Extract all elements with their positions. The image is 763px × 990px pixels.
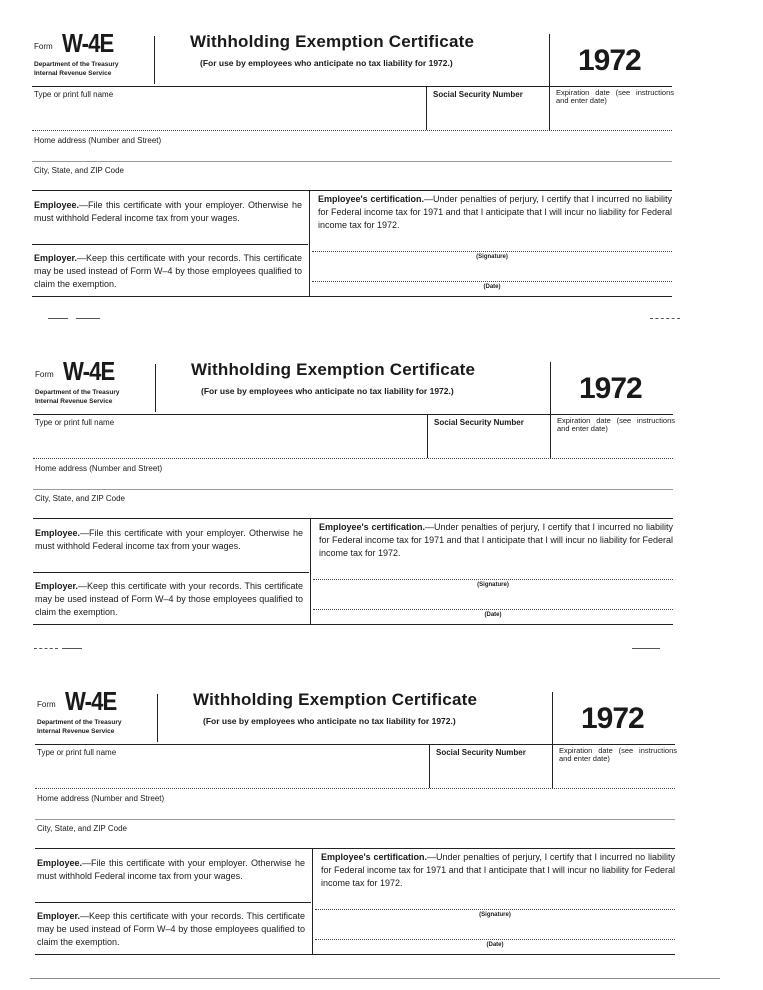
w4e-form-copy-2 (1, 328, 763, 628)
employer-heading: Employer. (35, 581, 79, 591)
employer-text: —Keep this certificate with your records. This certificate may be used instead of Form W–4 by those employees qualified to claim the exemption. (35, 581, 303, 617)
address-input[interactable] (37, 804, 673, 818)
expiration-label: Expiration date (see instructions and enter date) (559, 746, 677, 763)
cut-mark (34, 648, 58, 649)
form-number: W-4E (63, 356, 115, 386)
address-rule (35, 819, 675, 820)
ssn-input[interactable] (431, 430, 546, 456)
signature-line (315, 909, 675, 910)
employer-text: —Keep this certificate with your records. This certificate may be used instead of Form W–4 by those employees qualified to claim the exemption. (34, 253, 302, 289)
address-input[interactable] (35, 474, 671, 488)
employer-instruction (34, 252, 302, 291)
name-input[interactable] (35, 430, 425, 456)
dept-line-2: Internal Revenue Service (35, 398, 113, 405)
name-label: Type or print full name (35, 418, 115, 427)
address-label: Home address (Number and Street) (34, 136, 162, 145)
header-divider-right (549, 34, 550, 130)
ssn-label: Social Security Number (433, 90, 523, 99)
tax-year: 1972 (581, 702, 644, 735)
certification-text: —Under penalties of perjury, I certify that I incurred no liability for Federal income tax for 1971 and that I anticipate that I will incur no liability for Federal income tax for 1972. (318, 194, 672, 230)
employee-instruction (35, 527, 303, 553)
city-input[interactable] (34, 176, 670, 188)
form-subtitle: (For use by employees who anticipate no tax liability for 1972.) (200, 58, 453, 68)
certification-divider (312, 848, 313, 954)
date-label: (Date) (483, 284, 501, 290)
city-label: City, State, and ZIP Code (35, 494, 125, 503)
employer-instruction (35, 580, 303, 619)
instruction-divider (32, 244, 308, 245)
signature-label: (Signature) (477, 582, 509, 588)
certification-heading: Employee's certification. (319, 522, 425, 532)
form-subtitle: (For use by employees who anticipate no tax liability for 1972.) (201, 386, 454, 396)
signature-input[interactable] (315, 894, 675, 908)
city-input[interactable] (37, 834, 673, 846)
employer-instruction (37, 910, 305, 949)
address-rule (33, 489, 673, 490)
date-input[interactable] (315, 924, 675, 938)
page-bottom-rule (30, 978, 720, 979)
dept-line-1: Department of the Treasury (35, 389, 120, 396)
name-label: Type or print full name (37, 748, 117, 757)
tax-year: 1972 (579, 372, 642, 405)
date-line (312, 281, 672, 282)
employee-heading: Employee. (37, 858, 83, 868)
date-line (315, 939, 675, 940)
form-title: Withholding Exemption Certificate (193, 690, 478, 709)
form-bottom-rule (35, 954, 675, 955)
form-word: Form (34, 42, 53, 51)
form-word: Form (35, 370, 54, 379)
form-title: Withholding Exemption Certificate (190, 32, 475, 51)
date-label: (Date) (484, 612, 502, 618)
agency-block (34, 60, 119, 78)
signature-label: (Signature) (479, 912, 511, 918)
certification-text: —Under penalties of perjury, I certify that I incurred no liability for Federal income tax for 1971 and that I anticipate that I will incur no liability for Federal income tax for 1972. (321, 852, 675, 888)
ssn-label: Social Security Number (434, 418, 524, 427)
expiration-input[interactable] (555, 766, 675, 786)
dept-line-2: Internal Revenue Service (37, 728, 115, 735)
ssn-divider (429, 744, 430, 788)
city-rule (33, 518, 673, 519)
expiration-label: Expiration date (see instructions and enter date) (556, 88, 674, 105)
signature-input[interactable] (312, 236, 672, 250)
agency-block (35, 388, 120, 406)
city-rule (32, 190, 672, 191)
name-row-bottom-rule (33, 458, 673, 459)
certification-text: —Under penalties of perjury, I certify that I incurred no liability for Federal income tax for 1971 and that I anticipate that I will incur no liability for Federal income tax for 1972. (319, 522, 673, 558)
employee-instruction (37, 857, 305, 883)
city-label: City, State, and ZIP Code (37, 824, 127, 833)
cut-mark (62, 648, 82, 649)
form-word: Form (37, 700, 56, 709)
ssn-label: Social Security Number (436, 748, 526, 757)
city-label: City, State, and ZIP Code (34, 166, 124, 175)
header-divider-right (552, 692, 553, 788)
city-rule (35, 848, 675, 849)
w4e-form-copy-3 (3, 658, 763, 958)
signature-line (312, 251, 672, 252)
instruction-divider (33, 572, 309, 573)
certification-heading: Employee's certification. (318, 194, 424, 204)
certification-statement (318, 193, 672, 232)
name-row-bottom-rule (32, 130, 672, 131)
employer-heading: Employer. (37, 911, 81, 921)
tax-year: 1972 (578, 44, 641, 77)
name-input[interactable] (37, 760, 427, 786)
cut-mark (650, 318, 680, 319)
expiration-input[interactable] (553, 436, 673, 456)
certification-statement (321, 851, 675, 890)
dept-line-1: Department of the Treasury (34, 61, 119, 68)
address-rule (32, 161, 672, 162)
certification-heading: Employee's certification. (321, 852, 427, 862)
date-line (313, 609, 673, 610)
employer-heading: Employer. (34, 253, 78, 263)
employee-text: —File this certificate with your employer. Otherwise he must withhold Federal income tax from your wages. (35, 528, 303, 551)
name-row-top-rule (32, 86, 672, 87)
ssn-input[interactable] (433, 760, 548, 786)
date-input[interactable] (312, 266, 672, 280)
form-bottom-rule (32, 296, 672, 297)
form-number: W-4E (62, 28, 114, 58)
dept-line-2: Internal Revenue Service (34, 70, 112, 77)
name-row-top-rule (35, 744, 675, 745)
form-subtitle: (For use by employees who anticipate no tax liability for 1972.) (203, 716, 456, 726)
address-label: Home address (Number and Street) (37, 794, 165, 803)
signature-input[interactable] (313, 564, 673, 578)
ssn-divider (426, 86, 427, 130)
cut-mark (48, 318, 68, 319)
employer-text: —Keep this certificate with your records. This certificate may be used instead of Form W–4 by those employees qualified to claim the exemption. (37, 911, 305, 947)
employee-text: —File this certificate with your employer. Otherwise he must withhold Federal income tax from your wages. (34, 200, 302, 223)
cut-mark (632, 648, 660, 649)
employee-heading: Employee. (34, 200, 80, 210)
form-title: Withholding Exemption Certificate (191, 360, 476, 379)
certification-divider (310, 518, 311, 624)
header-divider-left (157, 694, 158, 742)
employee-heading: Employee. (35, 528, 81, 538)
name-label: Type or print full name (34, 90, 114, 99)
certification-statement (319, 521, 673, 560)
employee-text: —File this certificate with your employer. Otherwise he must withhold Federal income tax from your wages. (37, 858, 305, 881)
signature-label: (Signature) (476, 254, 508, 260)
employee-instruction (34, 199, 302, 225)
ssn-input[interactable] (430, 102, 545, 128)
dept-line-1: Department of the Treasury (37, 719, 122, 726)
date-label: (Date) (486, 942, 504, 948)
w4e-form-copy-1 (0, 0, 763, 300)
instruction-divider (35, 902, 311, 903)
name-input[interactable] (34, 102, 424, 128)
header-divider-left (154, 36, 155, 84)
header-divider-right (550, 362, 551, 458)
agency-block (37, 718, 122, 736)
signature-line (313, 579, 673, 580)
name-row-top-rule (33, 414, 673, 415)
expiration-label: Expiration date (see instructions and enter date) (557, 416, 675, 433)
ssn-divider (427, 414, 428, 458)
address-label: Home address (Number and Street) (35, 464, 163, 473)
expiration-input[interactable] (552, 108, 672, 128)
city-input[interactable] (35, 504, 671, 516)
date-input[interactable] (313, 594, 673, 608)
name-row-bottom-rule (35, 788, 675, 789)
header-divider-left (155, 364, 156, 412)
cut-mark (76, 318, 100, 319)
certification-divider (309, 190, 310, 296)
address-input[interactable] (34, 146, 670, 160)
form-bottom-rule (33, 624, 673, 625)
form-number: W-4E (65, 686, 117, 716)
